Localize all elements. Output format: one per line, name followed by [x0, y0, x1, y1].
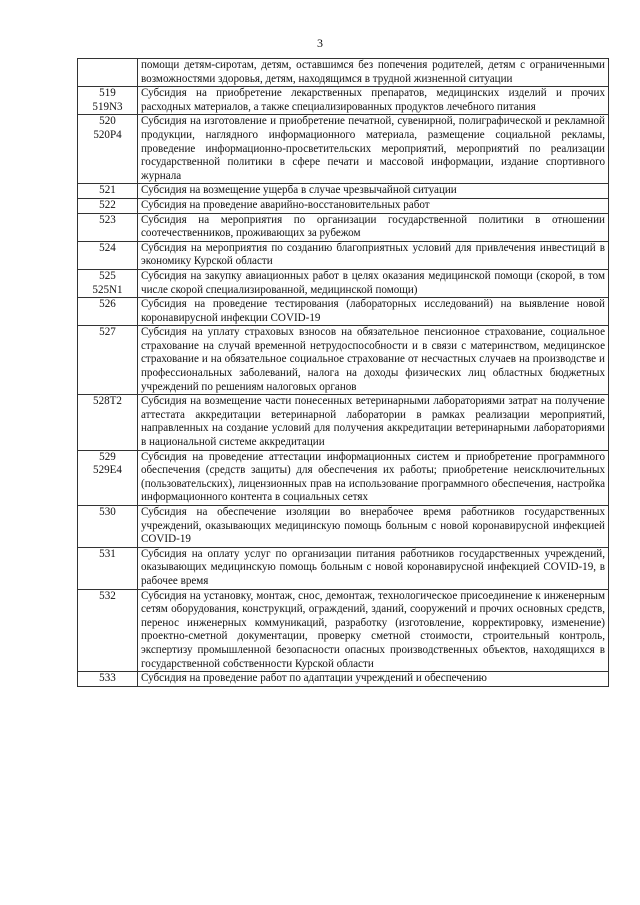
table-row: [78, 269, 609, 297]
table-row: [78, 326, 609, 395]
code-cell: 519 519N3: [78, 87, 138, 115]
table-row: [78, 87, 609, 115]
code-cell: 530: [78, 506, 138, 548]
table-row: [78, 59, 609, 87]
description-cell: Субсидия на изготовление и приобретение печатной, сувенирной, полиграфической и рекламной продукции, наглядного информационного материала, размещение социальной рекламы, проведение информационно-просветительских мероприятий, мероприятий по реализации государственной политики в сфере печати и массовой информации, издание спортивного журнала: [138, 115, 609, 184]
code-cell: 529 529Е4: [78, 450, 138, 505]
code-cell: 522: [78, 198, 138, 213]
table-row: [78, 506, 609, 548]
code-cell: 524: [78, 241, 138, 269]
code-cell: 523: [78, 213, 138, 241]
description-cell: Субсидия на проведение аттестации информационных систем и приобретение программного обеспечения (средств защиты) для обеспечения их работы; приобретение неисключительных (пользовательских), лицензионных прав на использование программного обеспечения, настройка информационного контента в социальных сетях: [138, 450, 609, 505]
description-cell: Субсидия на обеспечение изоляции во внерабочее время работников государственных учреждений, оказывающих медицинскую помощь больным с новой коронавирусной инфекцией COVID-19: [138, 506, 609, 548]
table-row: [78, 241, 609, 269]
subsidy-code-table: [77, 58, 609, 687]
code-cell: 527: [78, 326, 138, 395]
code-cell: 525 525N1: [78, 269, 138, 297]
description-cell: Субсидия на уплату страховых взносов на обязательное пенсионное страхование, социальное страхование на случай временной нетрудоспособности и в связи с материнством, медицинское страхование и на обязательное социальное страхование от несчастных случаев на производстве и профессиональных заболеваний, налога на доходы физических лиц областных бюджетных учреждений по решениям налоговых органов: [138, 326, 609, 395]
code-cell: 531: [78, 547, 138, 589]
description-cell: Субсидия на возмещение части понесенных ветеринарными лабораториями затрат на получение аттестата аккредитации ветеринарной лаборатории в рамках реализации мероприятий, направленных на создание условий для получения аккредитации ветеринарными лабораториями в национальной системе аккредитации: [138, 395, 609, 450]
table-row: [78, 589, 609, 672]
description-cell: помощи детям-сиротам, детям, оставшимся без попечения родителей, детям с ограниченными возможностями здоровья, детям, находящимся в трудной жизненной ситуации: [138, 59, 609, 87]
description-cell: Субсидия на оплату услуг по организации питания работников государственных учреждений, оказывающих медицинскую помощь больным с новой коронавирусной инфекцией COVID-19, в рабочее время: [138, 547, 609, 589]
table-row: [78, 184, 609, 199]
description-cell: Субсидия на мероприятия по созданию благоприятных условий для привлечения инвестиций в экономику Курской области: [138, 241, 609, 269]
description-cell: Субсидия на закупку авиационных работ в целях оказания медицинской помощи (скорой, в том числе скорой специализированной, медицинской помощи): [138, 269, 609, 297]
table-row: [78, 547, 609, 589]
description-cell: Субсидия на возмещение ущерба в случае чрезвычайной ситуации: [138, 184, 609, 199]
description-cell: Субсидия на мероприятия по организации государственной политики в отношении соотечественников, проживающих за рубежом: [138, 213, 609, 241]
table-row: [78, 450, 609, 505]
description-cell: Субсидия на проведение работ по адаптации учреждений и обеспечению: [138, 672, 609, 687]
table-row: [78, 395, 609, 450]
description-cell: Субсидия на установку, монтаж, снос, демонтаж, технологическое присоединение к инженерным сетям оборудования, конструкций, ограждений, зданий, сооружений и прочих основных средств, перенос инженерных коммуникаций, разработку (изготовление, корректировку, изменение) проектно-сметной документации, проверку сметной стоимости, строительный контроль, экспертизу промышленной безопасности опасных производственных объектов, находящихся в государственной собственности Курской области: [138, 589, 609, 672]
code-cell: 532: [78, 589, 138, 672]
description-cell: Субсидия на проведение тестирования (лабораторных исследований) на выявление новой коронавирусной инфекции COVID-19: [138, 298, 609, 326]
table-row: [78, 115, 609, 184]
table-row: [78, 198, 609, 213]
code-cell: 520 520Р4: [78, 115, 138, 184]
table-row: [78, 672, 609, 687]
page-number: 3: [317, 36, 323, 50]
table-row: [78, 213, 609, 241]
code-cell: 528Т2: [78, 395, 138, 450]
code-cell: 526: [78, 298, 138, 326]
description-cell: Субсидия на приобретение лекарственных препаратов, медицинских изделий и прочих расходных материалов, а также специализированных продуктов лечебного питания: [138, 87, 609, 115]
code-cell: [78, 59, 138, 87]
table-row: [78, 298, 609, 326]
description-cell: Субсидия на проведение аварийно-восстановительных работ: [138, 198, 609, 213]
code-cell: 533: [78, 672, 138, 687]
code-cell: 521: [78, 184, 138, 199]
